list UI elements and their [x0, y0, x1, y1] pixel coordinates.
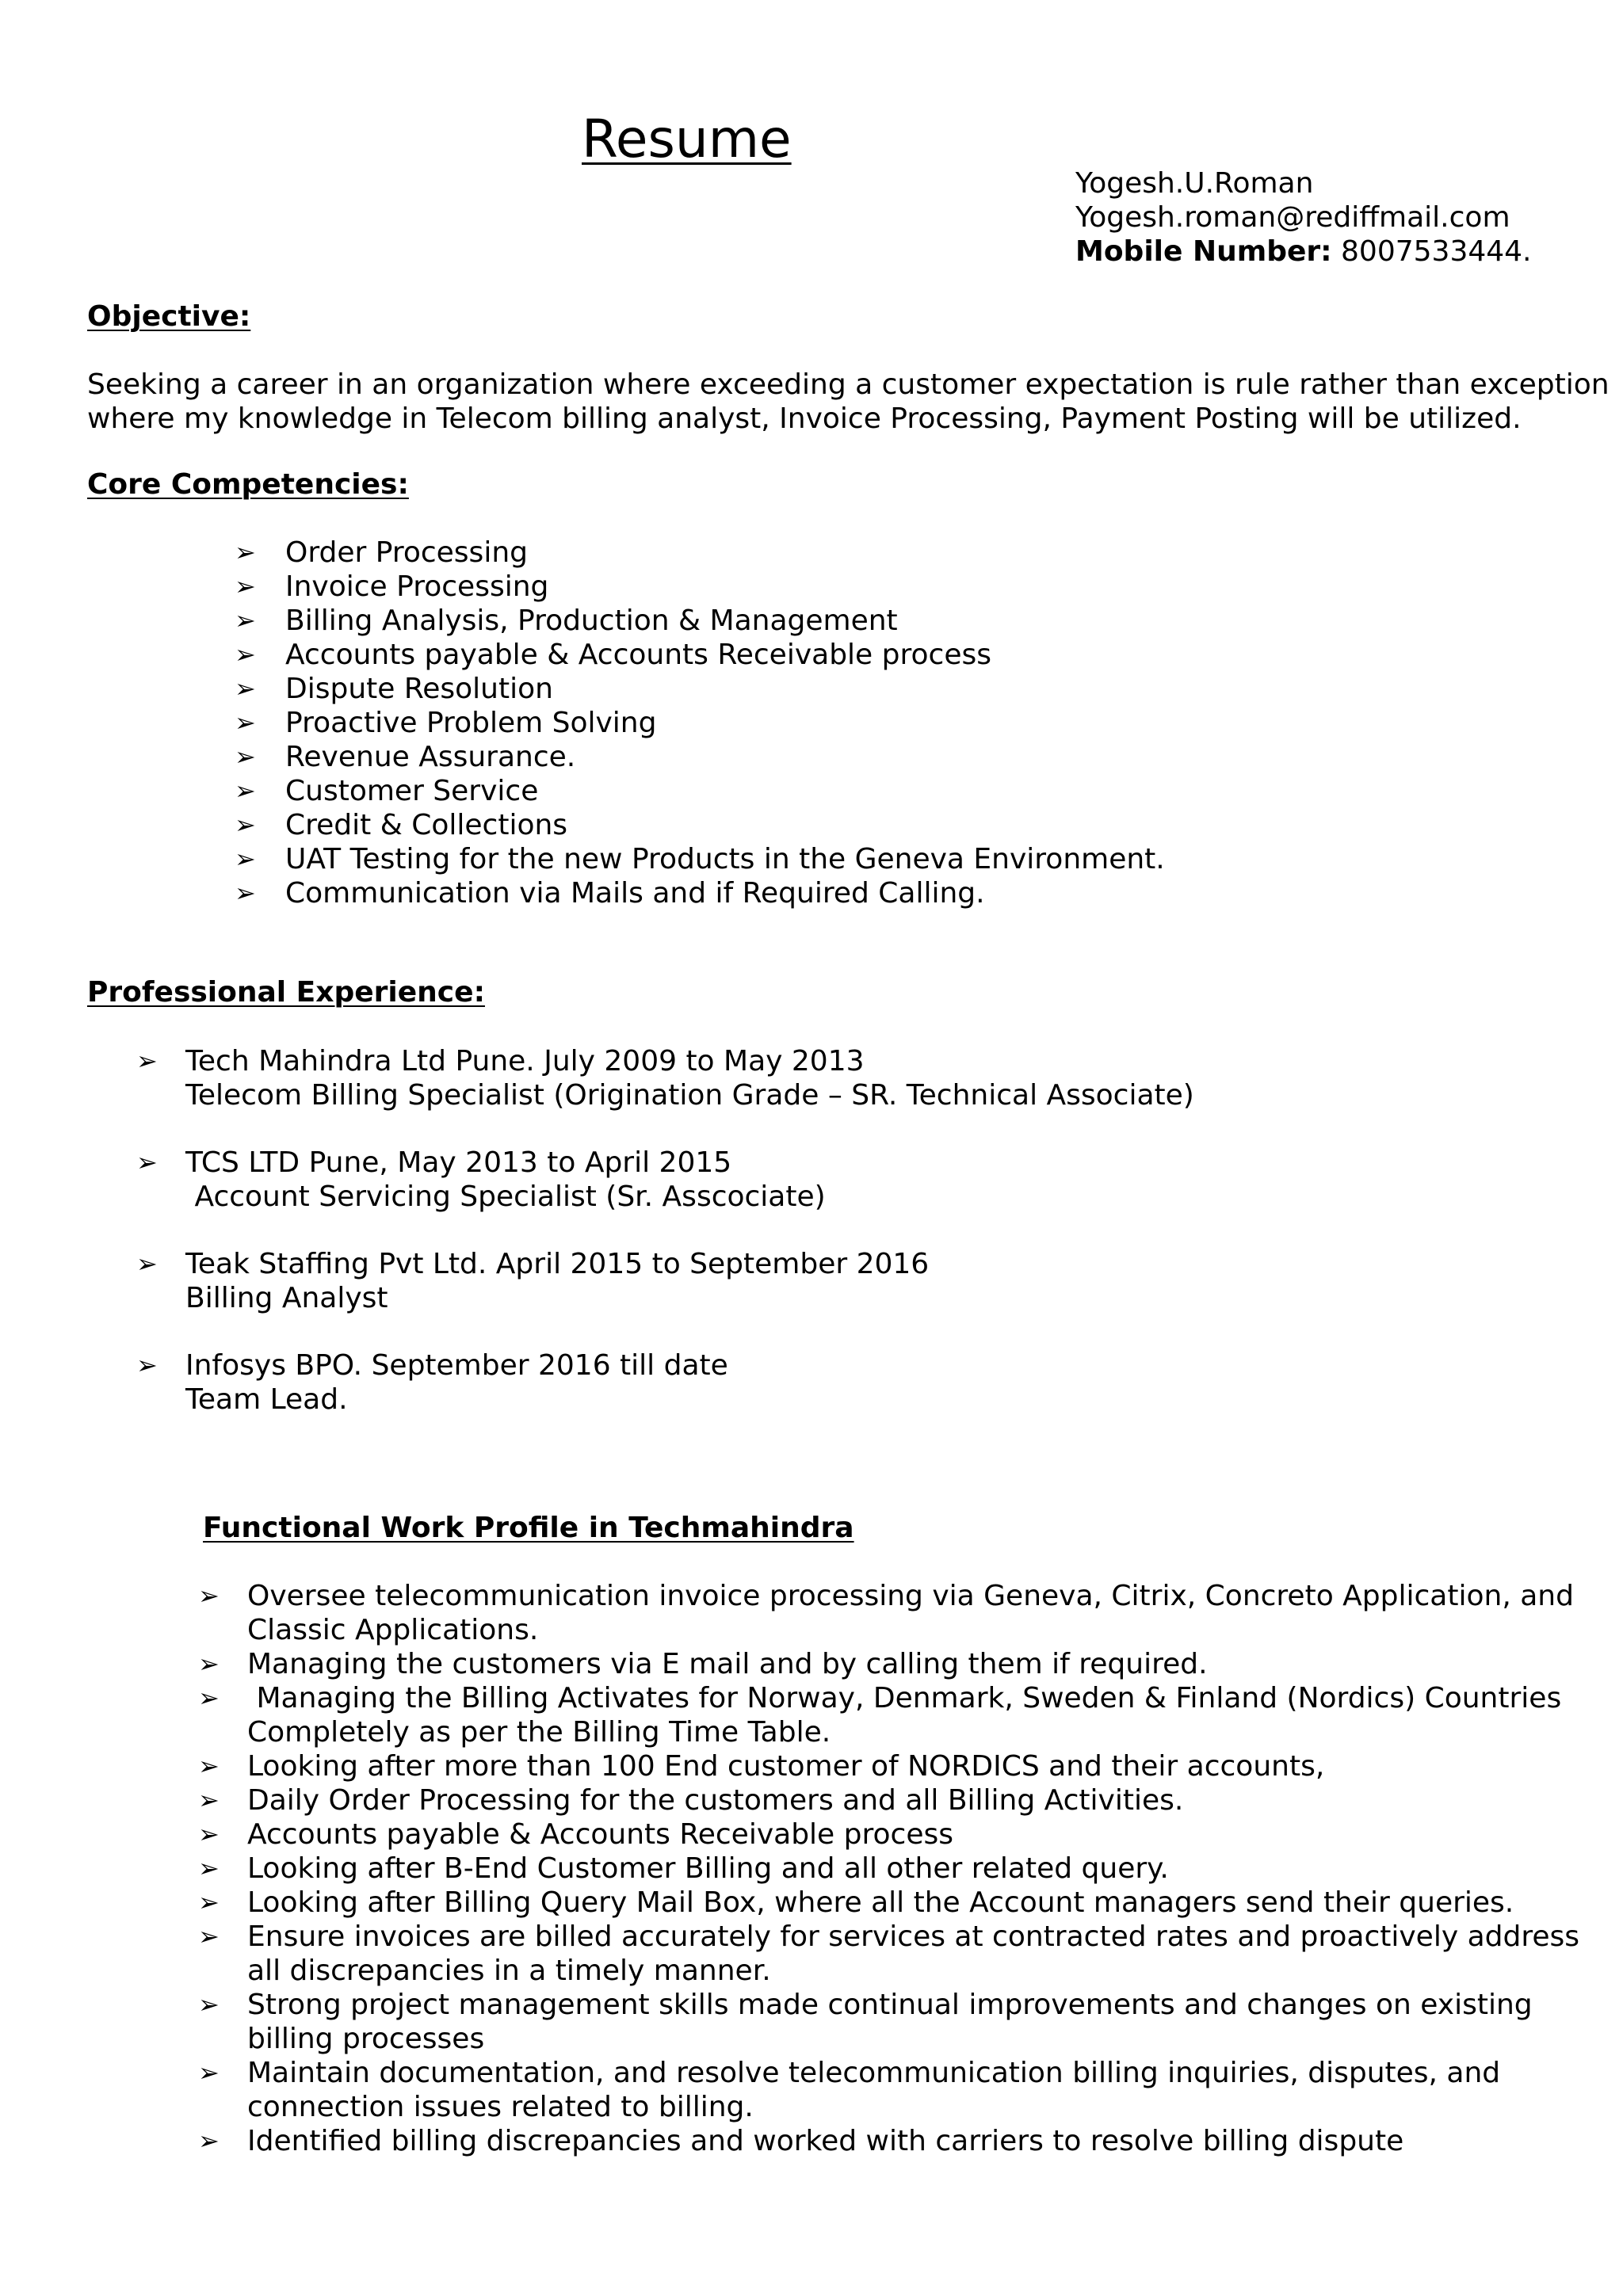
experience-role: Account Servicing Specialist (Sr. Asscociate): [185, 1180, 826, 1213]
list-item: [198, 1920, 1579, 1988]
mobile-value: 8007533444.: [1341, 235, 1532, 268]
arrow-bullet-icon: ➢: [198, 1581, 220, 1611]
arrow-bullet-icon: ➢: [136, 1249, 158, 1279]
list-item-text: Managing the Billing Activates for Norway, Denmark, Sweden & Finland (Nordics) Countries: [247, 1682, 1562, 1714]
arrow-bullet-icon: ➢: [198, 1751, 220, 1781]
list-item-text: Managing the customers via E mail and by calling them if required.: [247, 1648, 1208, 1680]
contact-mobile: [1075, 235, 1532, 269]
arrow-bullet-icon: ➢: [235, 537, 256, 567]
objective-text: [87, 368, 1610, 436]
arrow-bullet-icon: ➢: [235, 742, 256, 772]
experience-company: TCS LTD Pune, May 2013 to April 2015: [185, 1146, 732, 1179]
arrow-bullet-icon: ➢: [235, 571, 256, 601]
experience-item: [136, 1146, 1194, 1214]
professional-experience-list: [136, 1044, 1194, 1450]
arrow-bullet-icon: ➢: [235, 605, 256, 635]
list-item-text: Ensure invoices are billed accurately for services at contracted rates and proactively address: [247, 1920, 1579, 1953]
objective-line: where my knowledge in Telecom billing analyst, Invoice Processing, Payment Posting will be utilized.: [87, 402, 1522, 435]
arrow-bullet-icon: ➢: [198, 1853, 220, 1883]
list-item: [235, 536, 1165, 570]
experience-company: Teak Staffing Pvt Ltd. April 2015 to September 2016: [185, 1248, 930, 1280]
arrow-bullet-icon: ➢: [198, 1989, 220, 2019]
arrow-bullet-icon: ➢: [235, 776, 256, 806]
list-item: [235, 774, 1165, 808]
list-item-text: Invoice Processing: [285, 570, 549, 603]
arrow-bullet-icon: ➢: [198, 2126, 220, 2156]
list-item: [198, 1886, 1579, 1920]
arrow-bullet-icon: ➢: [136, 1350, 158, 1380]
arrow-bullet-icon: ➢: [198, 1683, 220, 1713]
core-competencies-list: [235, 536, 1165, 910]
list-item-continuation: Completely as per the Billing Time Table.: [247, 1716, 831, 1749]
list-item-text: Proactive Problem Solving: [285, 707, 657, 739]
contact-email: Yogesh.roman@rediffmail.com: [1075, 201, 1510, 234]
arrow-bullet-icon: ➢: [198, 2058, 220, 2088]
list-item: [235, 740, 1165, 774]
list-item-text: Maintain documentation, and resolve telecommunication billing inquiries, disputes, and: [247, 2057, 1501, 2089]
list-item: [235, 808, 1165, 842]
list-item-text: Daily Order Processing for the customers and all Billing Activities.: [247, 1784, 1184, 1817]
list-item-text: Credit & Collections: [285, 809, 568, 841]
professional-experience-heading: Professional Experience:: [87, 976, 485, 1009]
list-item: [198, 1783, 1579, 1817]
list-item-text: Accounts payable & Accounts Receivable process: [285, 639, 991, 671]
experience-company: Tech Mahindra Ltd Pune. July 2009 to May 2013: [185, 1045, 865, 1077]
list-item: [235, 570, 1165, 604]
list-item: [198, 1988, 1579, 2056]
functional-profile-heading: Functional Work Profile in Techmahindra: [203, 1512, 854, 1544]
list-item-text: Order Processing: [285, 536, 528, 569]
arrow-bullet-icon: ➢: [198, 1819, 220, 1849]
contact-name: Yogesh.U.Roman: [1075, 167, 1314, 200]
arrow-bullet-icon: ➢: [235, 844, 256, 874]
arrow-bullet-icon: ➢: [198, 1921, 220, 1951]
experience-company: Infosys BPO. September 2016 till date: [185, 1349, 728, 1382]
list-item: [198, 1579, 1579, 1647]
list-item-text: Strong project management skills made continual improvements and changes on existing: [247, 1989, 1533, 2021]
arrow-bullet-icon: ➢: [235, 639, 256, 669]
list-item: [198, 1817, 1579, 1852]
list-item-text: Identified billing discrepancies and worked with carriers to resolve billing dispute: [247, 2125, 1404, 2157]
arrow-bullet-icon: ➢: [198, 1887, 220, 1917]
experience-role: Billing Analyst: [185, 1282, 388, 1314]
list-item-text: Oversee telecommunication invoice processing via Geneva, Citrix, Concreto Application, and: [247, 1580, 1574, 1612]
list-item-continuation: connection issues related to billing.: [247, 2091, 754, 2123]
list-item: [235, 672, 1165, 706]
arrow-bullet-icon: ➢: [198, 1785, 220, 1815]
list-item: [235, 638, 1165, 672]
list-item-text: Communication via Mails and if Required Calling.: [285, 877, 985, 910]
list-item-text: Billing Analysis, Production & Management: [285, 605, 898, 637]
arrow-bullet-icon: ➢: [235, 878, 256, 908]
list-item: [198, 2056, 1579, 2124]
arrow-bullet-icon: ➢: [235, 707, 256, 738]
list-item-continuation: billing processes: [247, 2023, 485, 2055]
core-competencies-heading: Core Competencies:: [87, 468, 409, 501]
list-item: [198, 2124, 1579, 2158]
list-item: [235, 706, 1165, 740]
experience-role: Telecom Billing Specialist (Origination Grade – SR. Technical Associate): [185, 1079, 1194, 1112]
list-item: [198, 1647, 1579, 1681]
experience-item: [136, 1247, 1194, 1315]
experience-role: Team Lead.: [185, 1383, 348, 1416]
arrow-bullet-icon: ➢: [136, 1147, 158, 1177]
list-item-text: UAT Testing for the new Products in the Geneva Environment.: [285, 843, 1165, 875]
list-item: [235, 876, 1165, 910]
contact-block: [1075, 166, 1532, 269]
list-item-text: Dispute Resolution: [285, 673, 553, 705]
list-item-text: Accounts payable & Accounts Receivable process: [247, 1818, 953, 1851]
list-item: [198, 1749, 1579, 1783]
list-item-text: Looking after more than 100 End customer of NORDICS and their accounts,: [247, 1750, 1325, 1783]
mobile-label: Mobile Number:: [1075, 235, 1332, 268]
list-item-text: Customer Service: [285, 775, 539, 807]
list-item: [235, 604, 1165, 638]
experience-item: [136, 1044, 1194, 1112]
list-item-text: Revenue Assurance.: [285, 741, 576, 773]
functional-profile-list: [198, 1579, 1579, 2158]
list-item-text: Looking after B-End Customer Billing and all other related query.: [247, 1852, 1169, 1885]
list-item-text: Looking after Billing Query Mail Box, where all the Account managers send their queries.: [247, 1886, 1514, 1919]
list-item: [198, 1852, 1579, 1886]
experience-item: [136, 1348, 1194, 1417]
list-item-continuation: all discrepancies in a timely manner.: [247, 1955, 771, 1987]
list-item-continuation: Classic Applications.: [247, 1614, 539, 1646]
arrow-bullet-icon: ➢: [235, 810, 256, 840]
arrow-bullet-icon: ➢: [235, 673, 256, 704]
list-item: [198, 1681, 1579, 1749]
arrow-bullet-icon: ➢: [198, 1649, 220, 1679]
arrow-bullet-icon: ➢: [136, 1046, 158, 1076]
objective-line: Seeking a career in an organization where exceeding a customer expectation is rule rather than exception: [87, 368, 1610, 401]
list-item: [235, 842, 1165, 876]
document-title: Resume: [582, 109, 792, 170]
objective-heading: Objective:: [87, 300, 251, 333]
